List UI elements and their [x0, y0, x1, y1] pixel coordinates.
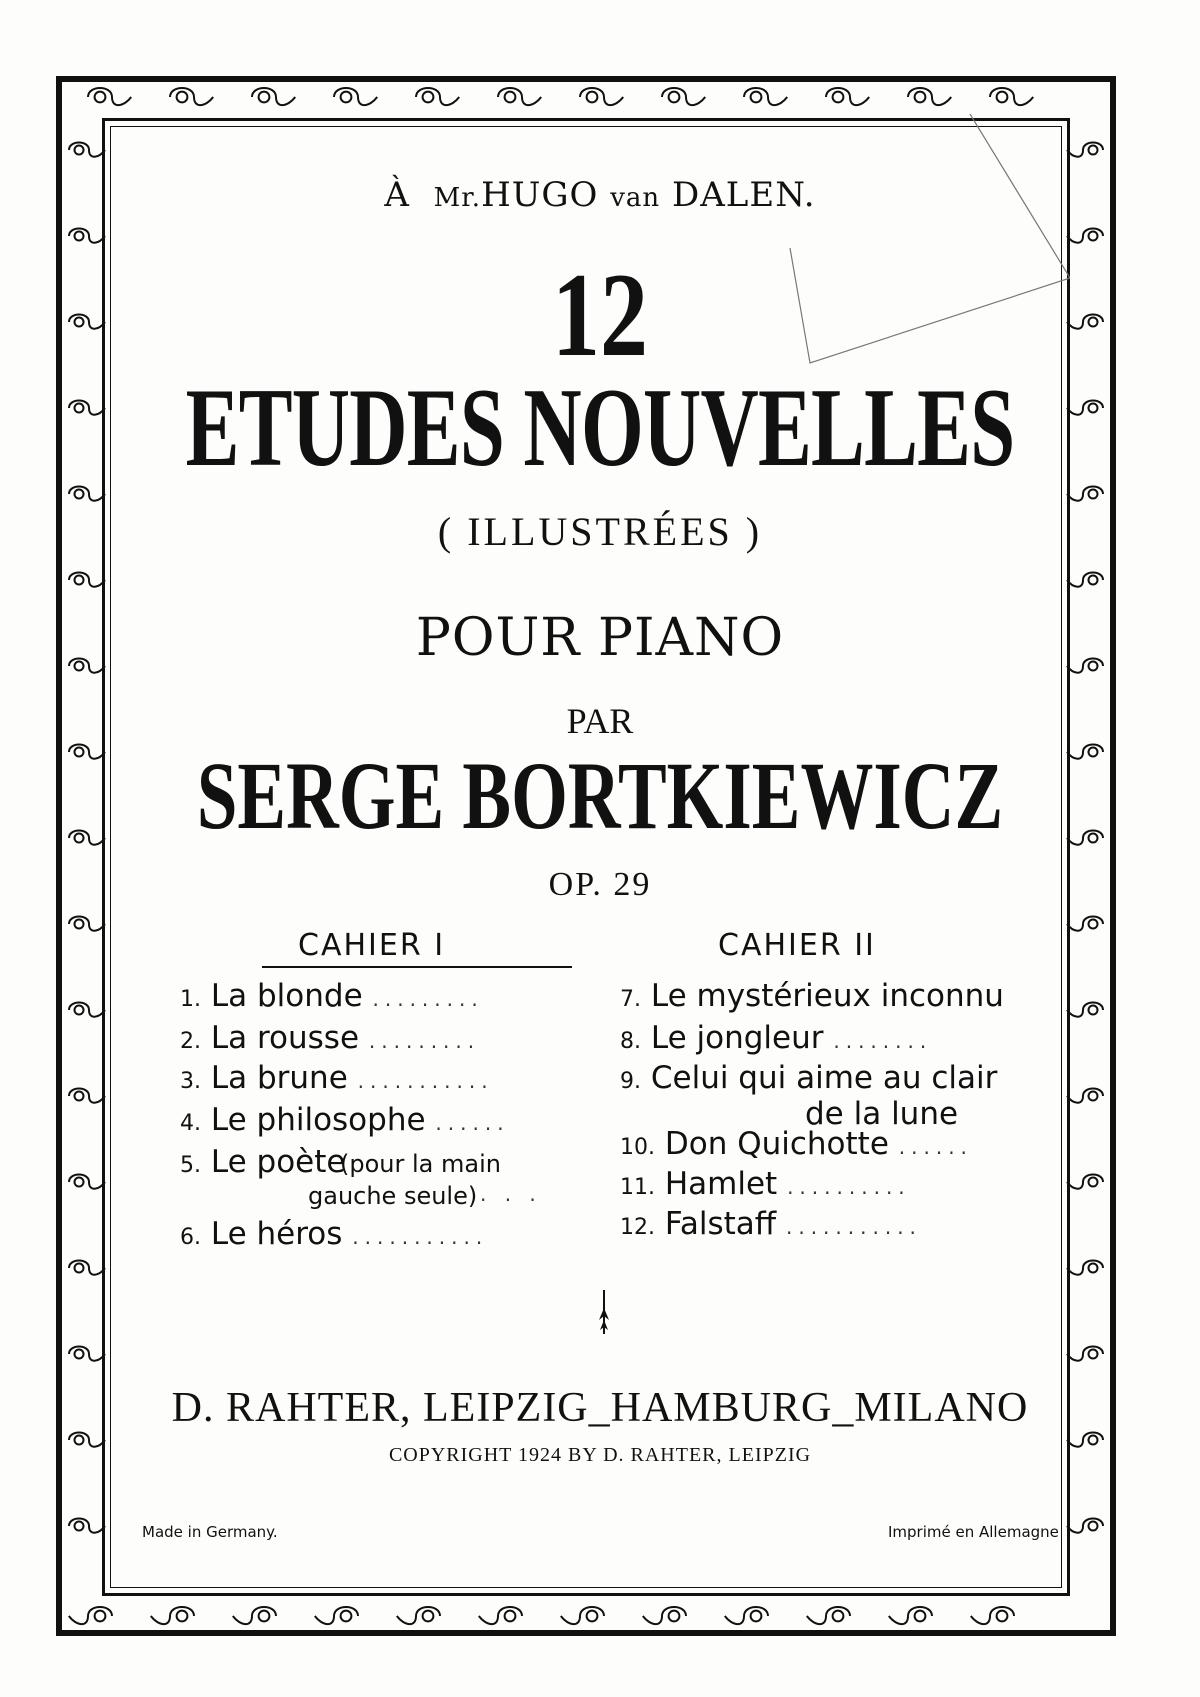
publisher: D. RAHTER, LEIPZIG_HAMBURG_MILANO: [171, 1385, 1029, 1431]
list-item: 4. Le philosophe ......: [180, 1102, 510, 1138]
made-in-label: Made in Germany.: [142, 1523, 278, 1541]
cahier-2-heading: CAHIER II: [718, 928, 876, 963]
list-item: 2. La rousse .........: [180, 1020, 481, 1056]
work-title: ETUDES NOUVELLES: [185, 366, 1015, 490]
cahier-1-heading: CAHIER I: [298, 928, 446, 963]
instrument: POUR PIANO: [415, 608, 785, 668]
list-item: 12. Falstaff ...........: [620, 1206, 922, 1242]
list-item: 1. La blonde .........: [180, 978, 484, 1014]
list-item: 6. Le héros ...........: [180, 1216, 489, 1252]
work-subtitle: ( ILLUSTRÉES ): [437, 509, 763, 554]
composer-name: SERGE BORTKIEWICZ: [196, 742, 1004, 849]
list-item: 11. Hamlet ..........: [620, 1166, 911, 1202]
list-item: 5. Le poète (pour la main gauche seule) . . .: [180, 1144, 542, 1210]
by-label: PAR: [566, 701, 634, 741]
list-item: 3. La brune ...........: [180, 1060, 494, 1096]
list-item: 8. Le jongleur ........: [620, 1020, 933, 1056]
list-item: 10. Don Quichotte ......: [620, 1126, 973, 1162]
imprime-label: Imprimé en Allemagne: [888, 1523, 1059, 1541]
copyright: COPYRIGHT 1924 BY D. RAHTER, LEIPZIG: [388, 1444, 812, 1466]
opus-number: OP. 29: [548, 866, 652, 903]
etude-count: 12: [552, 248, 648, 381]
cahier-1-underline: [262, 966, 572, 968]
fleuron-icon: [598, 1290, 610, 1334]
dedication: À Mr.HUGO van DALEN.: [384, 175, 816, 215]
list-item: 7. Le mystérieux inconnu: [620, 978, 1004, 1014]
list-item: 9. Celui qui aime au clair de la lune: [620, 1060, 998, 1132]
